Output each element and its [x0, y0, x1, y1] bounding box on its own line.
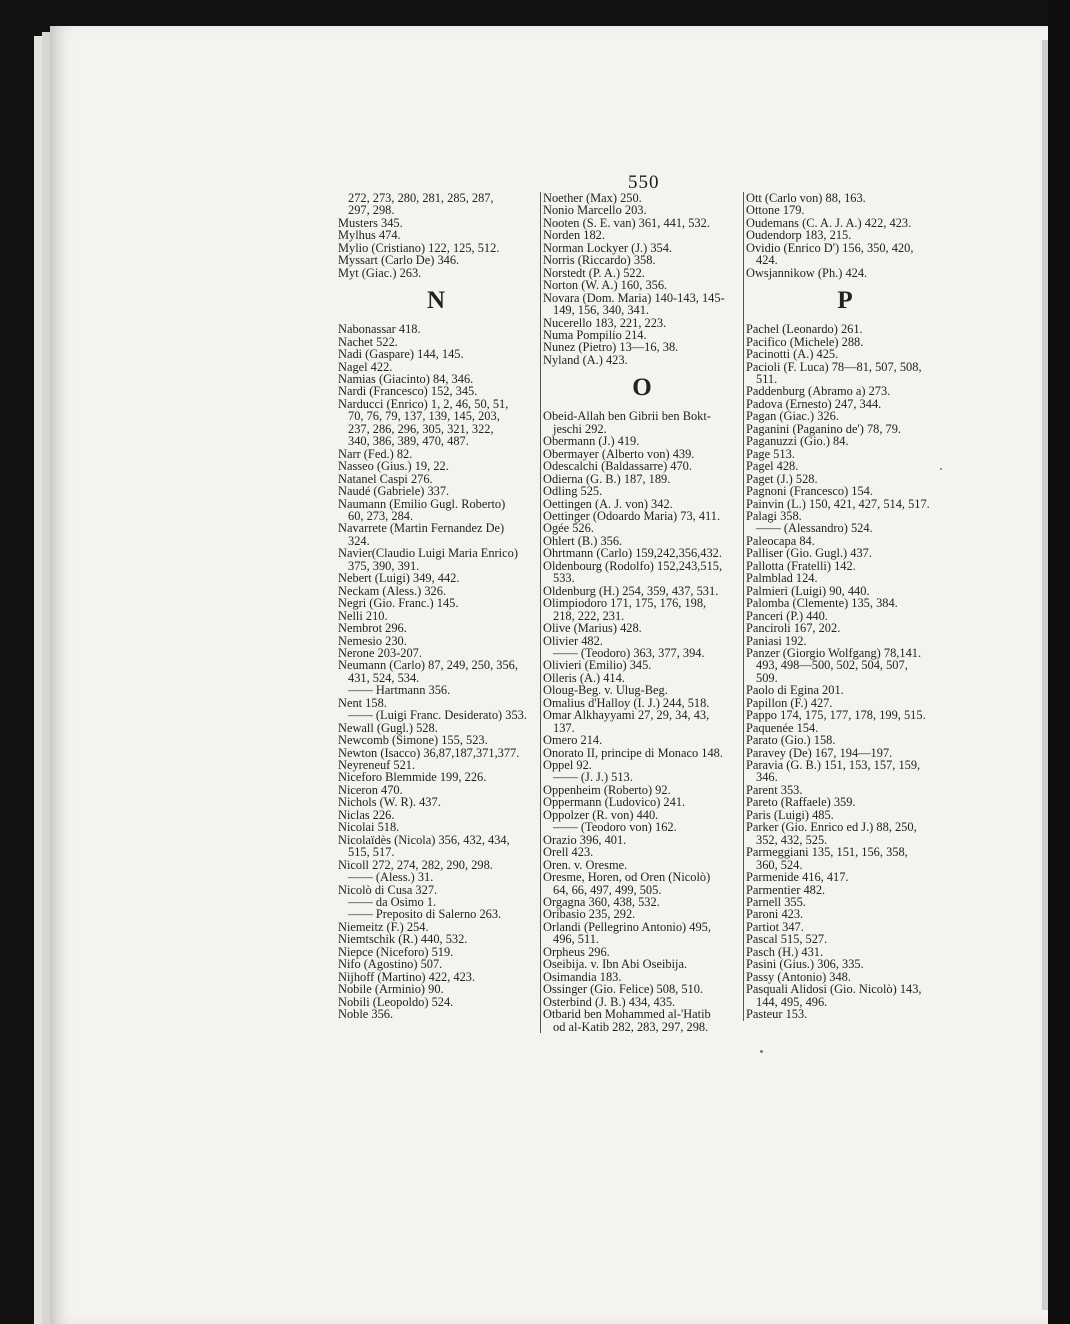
index-entry: Olivier 482. [543, 633, 603, 648]
index-entry: Paganini (Paganino de') 78, 79. [746, 421, 902, 436]
index-entry: Palliser (Gio. Gugl.) 437. [746, 546, 872, 561]
index-entry: Navarrete (Martin Fernandez De) [338, 521, 505, 536]
index-entry: Nobili (Leopoldo) 524. [338, 994, 454, 1009]
ink-speck [940, 468, 942, 470]
index-entry: Newcomb (Simone) 155, 523. [338, 733, 488, 748]
index-entry: Orpheus 296. [543, 944, 610, 959]
index-entry-continuation: 272, 273, 280, 281, 285, 287, [348, 191, 494, 205]
index-entry: Oudemans (C. A. J. A.) 422, 423. [746, 215, 912, 230]
index-entry: Paniasi 192. [746, 633, 807, 648]
index-entry: Palmblad 124. [746, 571, 818, 586]
index-entry-continuation: 493, 498—500, 502, 504, 507, [756, 658, 908, 673]
index-entry: Paganuzzi (Gio.) 84. [746, 434, 849, 449]
index-entry: Omero 214. [543, 733, 603, 748]
index-entry-continuation: 144, 495, 496. [756, 994, 828, 1009]
index-entry: Pasch (H.) 431. [746, 944, 824, 959]
index-entry: Nerone 203-207. [338, 645, 422, 660]
index-entry: Nembrot 296. [338, 621, 407, 636]
index-entry: Norman Lockyer (J.) 354. [543, 240, 673, 255]
index-entry: Novara (Dom. Maria) 140-143, 145- [543, 290, 725, 305]
index-entry: Nebert (Luigi) 349, 442. [338, 571, 460, 586]
index-entry: Orazio 396, 401. [543, 832, 627, 847]
index-entry: Neckam (Aless.) 326. [338, 583, 447, 598]
index-entry: Oribasio 235, 292. [543, 907, 636, 922]
index-entry: Niemeitz (F.) 254. [338, 919, 429, 934]
index-entry: Paquenée 154. [746, 720, 819, 735]
index-entry: Orgagna 360, 438, 532. [543, 895, 660, 910]
index-entry: Narr (Fed.) 82. [338, 446, 413, 461]
index-entry: Nemesio 230. [338, 633, 407, 648]
index-entry: Omar Alkhayyami 27, 29, 34, 43, [543, 708, 710, 723]
index-entry: Nichols (W. R). 437. [338, 795, 441, 810]
index-entry: Norton (W. A.) 160, 356. [543, 278, 668, 293]
index-entry: Oseibija. v. Ibn Abi Oseibija. [543, 957, 688, 972]
index-entry: Musters 345. [338, 215, 403, 230]
index-entry: Papillon (F.) 427. [746, 695, 833, 710]
index-entry: Padova (Ernesto) 247, 344. [746, 396, 882, 411]
index-entry: Nucerello 183, 221, 223. [543, 315, 667, 330]
index-entry: Paroni 423. [746, 907, 804, 922]
index-entry: Namias (Giacinto) 84, 346. [338, 371, 474, 386]
index-entry: Paravia (G. B.) 151, 153, 157, 159, [746, 758, 921, 773]
index-entry: Oppermann (Ludovico) 241. [543, 795, 686, 810]
index-entry: Niemtschik (R.) 440, 532. [338, 932, 468, 947]
index-entry: Pagnoni (Francesco) 154. [746, 484, 873, 499]
index-entry: Oren. v. Oresme. [543, 857, 628, 872]
index-entry: Ossinger (Gio. Felice) 508, 510. [543, 982, 704, 997]
section-letter-heading: O [632, 374, 652, 402]
index-entry: Parato (Gio.) 158. [746, 733, 836, 748]
index-entry-continuation: 515, 517. [348, 845, 395, 860]
index-entry: Obermayer (Alberto von) 439. [543, 446, 695, 461]
index-entry: Olive (Marius) 428. [543, 621, 642, 636]
index-entry: Paget (J.) 528. [746, 471, 818, 486]
index-entry-continuation: 352, 432, 525. [756, 832, 828, 847]
index-entry-continuation: jeschi 292. [553, 421, 607, 436]
index-entry: Osterbind (J. B.) 434, 435. [543, 994, 676, 1009]
index-entry: Osimandia 183. [543, 969, 622, 984]
index-entry: Pareto (Raffaele) 359. [746, 795, 856, 810]
index-entry: Ohlert (B.) 356. [543, 533, 623, 548]
index-entry: Orlandi (Pellegrino Antonio) 495, [543, 919, 711, 934]
index-entry: Nadi (Gaspare) 144, 145. [338, 347, 464, 362]
index-entry: Naudé (Gabriele) 337. [338, 484, 450, 499]
index-entry-continuation: od al-Katib 282, 283, 297, 298. [553, 1019, 709, 1034]
index-entry: Paolo di Egina 201. [746, 683, 844, 698]
index-entry: Nabonassar 418. [338, 322, 421, 337]
index-entry: Oudendorp 183, 215. [746, 228, 852, 243]
index-entry: Naumann (Emilio Gugl. Roberto) [338, 496, 506, 511]
index-entry: Oettingen (A. J. von) 342. [543, 496, 673, 511]
index-entry-continuation: —— (Aless.) 31. [348, 870, 434, 885]
index-entry-continuation: 424. [756, 253, 778, 268]
index-entry-continuation: —— (Alessandro) 524. [756, 521, 873, 536]
index-entry: Olimpiodoro 171, 175, 176, 198, [543, 596, 707, 611]
index-entry-continuation: 431, 524, 534. [348, 670, 420, 685]
index-entry: Navier(Claudio Luigi Maria Enrico) [338, 546, 518, 561]
index-entry: Nasseo (Gius.) 19, 22. [338, 459, 449, 474]
index-entry: Omalius d'Halloy (I. J.) 244, 518. [543, 695, 710, 710]
index-entry: Nicolò di Cusa 327. [338, 882, 438, 897]
index-entry: Negri (Gio. Franc.) 145. [338, 596, 459, 611]
index-entry: Page 513. [746, 446, 795, 461]
index-entry: Oresme, Horen, od Oren (Nicolò) [543, 870, 711, 885]
index-entry: Myssart (Carlo De) 346. [338, 253, 460, 268]
index-entry: Niceron 470. [338, 782, 403, 797]
index-entry-continuation: 509. [756, 670, 778, 685]
index-column-1 [338, 192, 534, 1021]
index-entry: Odierna (G. B.) 187, 189. [543, 471, 671, 486]
index-entry-continuation: —— (Luigi Franc. Desiderato) 353. [348, 708, 527, 723]
index-entry-continuation: 297, 298. [348, 203, 395, 218]
index-entry: Nijhoff (Martino) 422, 423. [338, 969, 476, 984]
index-entry: Otbarid ben Mohammed al-'Hatib [543, 1007, 711, 1022]
index-entry: Oppel 92. [543, 758, 592, 773]
index-entry: Obeid-Allah ben Gibrii ben Bokt- [543, 409, 711, 424]
index-entry: Pacioli (F. Luca) 78—81, 507, 508, [746, 359, 922, 374]
index-entry-continuation: 511. [756, 371, 778, 386]
index-entry: Parmeggiani 135, 151, 156, 358, [746, 845, 908, 860]
index-entry-continuation: —— (Teodoro) 363, 377, 394. [553, 645, 705, 660]
index-entry: Pascal 515, 527. [746, 932, 828, 947]
index-entry: Narducci (Enrico) 1, 2, 46, 50, 51, [338, 396, 509, 411]
index-entry: Myt (Giac.) 263. [338, 265, 422, 280]
index-entry: Parnell 355. [746, 895, 806, 910]
index-entry: Norstedt (P. A.) 522. [543, 265, 645, 280]
index-entry: Partiot 347. [746, 919, 804, 934]
index-entry: Panceri (P.) 440. [746, 608, 828, 623]
index-entry-continuation: —— (J. J.) 513. [553, 770, 633, 785]
index-entry-continuation: 340, 386, 389, 470, 487. [348, 434, 469, 449]
index-entry-continuation: 237, 286, 296, 305, 321, 322, [348, 421, 494, 436]
index-entry: Paleocapa 84. [746, 533, 815, 548]
index-entry: Nyland (A.) 423. [543, 352, 628, 367]
index-entry: Pacinotti (A.) 425. [746, 347, 839, 362]
index-entry: Pasteur 153. [746, 1007, 808, 1022]
index-entry: Nent 158. [338, 695, 387, 710]
index-entry: Neumann (Carlo) 87, 249, 250, 356, [338, 658, 518, 673]
index-entry: Oppenheim (Roberto) 92. [543, 782, 671, 797]
index-entry: Panciroli 167, 202. [746, 621, 841, 636]
index-entry: Nicolaïdès (Nicola) 356, 432, 434, [338, 832, 510, 847]
index-entry: Orell 423. [543, 845, 594, 860]
index-entry-continuation: 360, 524. [756, 857, 803, 872]
index-entry: Nunez (Pietro) 13—16, 38. [543, 340, 679, 355]
index-entry: Niepce (Niceforo) 519. [338, 944, 454, 959]
index-entry: Nachet 522. [338, 334, 398, 349]
index-entry: Norden 182. [543, 228, 605, 243]
index-entry: Palagi 358. [746, 508, 802, 523]
index-entry: Nooten (S. E. van) 361, 441, 532. [543, 215, 710, 230]
index-entry: Painvin (L.) 150, 421, 427, 514, 517. [746, 496, 930, 511]
index-entry: Oppolzer (R. von) 440. [543, 807, 659, 822]
index-entry: Onorato II, principe di Monaco 148. [543, 745, 723, 760]
page-number: 550 [628, 172, 660, 193]
index-entry: Pasini (Gius.) 306, 335. [746, 957, 864, 972]
index-entry: Odling 525. [543, 484, 603, 499]
index-entry: Nelli 210. [338, 608, 388, 623]
index-entry-continuation: 375, 390, 391. [348, 558, 420, 573]
index-entry-continuation: 218, 222, 231. [553, 608, 625, 623]
index-entry: Newton (Isacco) 36,87,187,371,377. [338, 745, 520, 760]
index-entry-continuation: 346. [756, 770, 778, 785]
ink-speck [760, 1050, 763, 1053]
index-entry: Neyreneuf 521. [338, 758, 416, 773]
index-entry-continuation: —— (Teodoro von) 162. [553, 820, 677, 835]
index-entry: Oloug-Beg. v. Ulug-Beg. [543, 683, 668, 698]
index-entry: Pasquali Alidosi (Gio. Nicolò) 143, [746, 982, 922, 997]
section-letter-heading: N [426, 287, 446, 315]
index-entry: Niclas 226. [338, 807, 395, 822]
index-entry: Natanel Caspi 276. [338, 471, 433, 486]
index-entry: Obermann (J.) 419. [543, 434, 640, 449]
index-entry: Oldenburg (H.) 254, 359, 437, 531. [543, 583, 719, 598]
index-entry: Nicolai 518. [338, 820, 400, 835]
index-entry: Oldenbourg (Rodolfo) 152,243,515, [543, 558, 723, 573]
index-entry-continuation: 64, 66, 497, 499, 505. [553, 882, 662, 897]
index-entry: Pappo 174, 175, 177, 178, 199, 515. [746, 708, 926, 723]
index-entry: Nifo (Agostino) 507. [338, 957, 443, 972]
index-entry: Newall (Gugl.) 528. [338, 720, 438, 735]
index-entry: Pagel 428. [746, 459, 799, 474]
index-entry: Ott (Carlo von) 88, 163. [746, 191, 866, 205]
index-entry-continuation: —— Preposito di Salerno 263. [348, 907, 502, 922]
index-entry-continuation: 149, 156, 340, 341. [553, 303, 650, 318]
index-entry: Nonio Marcello 203. [543, 203, 647, 218]
index-entry: Pagan (Giac.) 326. [746, 409, 839, 424]
index-entry-continuation: 496, 511. [553, 932, 600, 947]
index-entry: Niceforo Blemmide 199, 226. [338, 770, 487, 785]
index-entry: Nardi (Francesco) 152, 345. [338, 384, 478, 399]
index-entry-continuation: —— Hartmann 356. [348, 683, 451, 698]
index-column-3 [743, 192, 944, 1021]
index-entry: Noether (Max) 250. [543, 191, 642, 205]
index-entry: Oettinger (Odoardo Maria) 73, 411. [543, 508, 721, 523]
index-entry: Pachel (Leonardo) 261. [746, 322, 863, 337]
index-entry: Olivieri (Emilio) 345. [543, 658, 652, 673]
index-entry: Parent 353. [746, 782, 803, 797]
index-entry: Paddenburg (Abramo a) 273. [746, 384, 891, 399]
index-entry: Panzer (Giorgio Wolfgang) 78,141. [746, 645, 922, 660]
index-entry-continuation: 533. [553, 571, 575, 586]
index-entry: Pacifico (Michele) 288. [746, 334, 864, 349]
index-entry: Parmentier 482. [746, 882, 826, 897]
index-entry: Mylio (Cristiano) 122, 125, 512. [338, 240, 500, 255]
index-entry: Parmenide 416, 417. [746, 870, 849, 885]
right-border [1048, 0, 1070, 1324]
index-entry-continuation: 137. [553, 720, 575, 735]
index-entry: Pallotta (Fratelli) 142. [746, 558, 856, 573]
index-column-2 [540, 192, 741, 1033]
index-entry: Ovidio (Enrico D') 156, 350, 420, [746, 240, 914, 255]
index-entry: Nicoll 272, 274, 282, 290, 298. [338, 857, 493, 872]
index-entry: Ottone 179. [746, 203, 805, 218]
index-entry: Palomba (Clemente) 135, 384. [746, 596, 898, 611]
index-entry: Nagel 422. [338, 359, 393, 374]
index-entry-continuation: 60, 273, 284. [348, 508, 414, 523]
index-entry-continuation: —— da Osimo 1. [348, 895, 437, 910]
index-entry: Paravey (De) 167, 194—197. [746, 745, 893, 760]
index-entry: Numa Pompilio 214. [543, 327, 647, 342]
index-entry-continuation: 70, 76, 79, 137, 139, 145, 203, [348, 409, 500, 424]
index-entry: Odescalchi (Baldassarre) 470. [543, 459, 692, 474]
index-entry: Mylhus 474. [338, 228, 401, 243]
index-entry: Olleris (A.) 414. [543, 670, 625, 685]
index-entry: Noble 356. [338, 1007, 394, 1022]
index-entry: Ogée 526. [543, 521, 594, 536]
index-entry: Paris (Luigi) 485. [746, 807, 834, 822]
index-entry: Passy (Antonio) 348. [746, 969, 851, 984]
index-entry: Owsjannikow (Ph.) 424. [746, 265, 868, 280]
index-entry: Palmieri (Luigi) 90, 440. [746, 583, 870, 598]
index-entry: Norris (Riccardo) 358. [543, 253, 656, 268]
index-entry: Ohrtmann (Carlo) 159,242,356,432. [543, 546, 722, 561]
section-letter-heading: P [837, 287, 853, 315]
index-entry: Nobile (Arminio) 90. [338, 982, 444, 997]
index-entry-continuation: 324. [348, 533, 370, 548]
index-entry: Parker (Gio. Enrico ed J.) 88, 250, [746, 820, 917, 835]
